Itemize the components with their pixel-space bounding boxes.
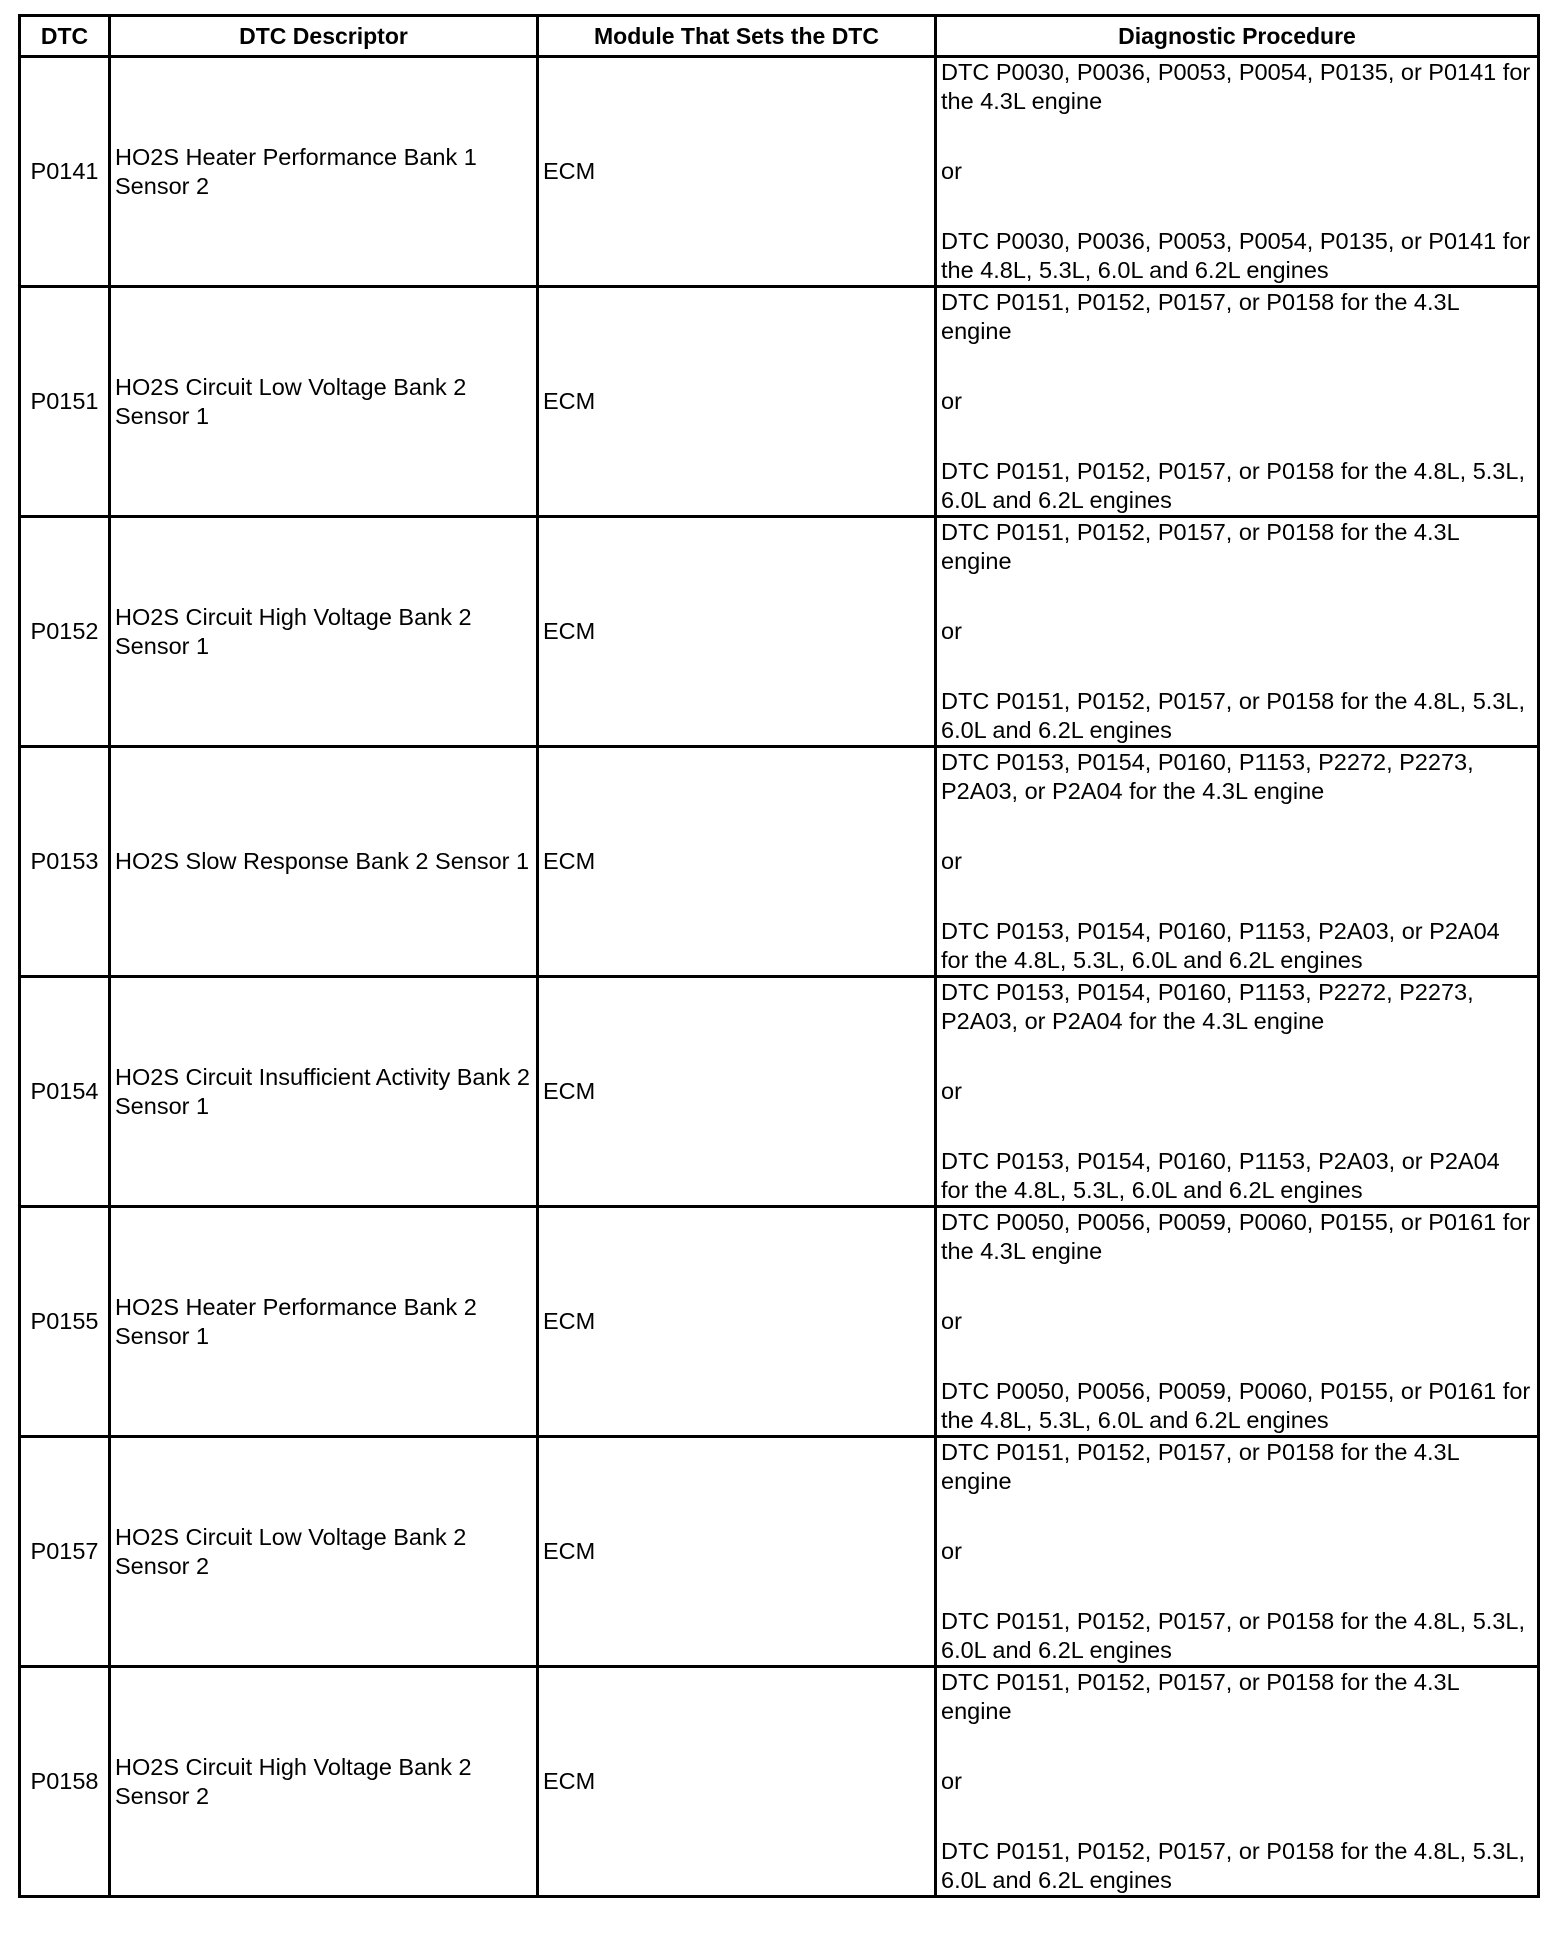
procedure-link-4-3l[interactable]: DTC P0151, P0152, P0157, or P0158 for the 4.3L engine — [941, 289, 1459, 344]
diagnostic-procedure — [936, 1667, 1539, 1897]
header-module: Module That Sets the DTC — [538, 16, 936, 57]
diagnostic-procedure — [936, 747, 1539, 977]
procedure-link-4-3l[interactable]: DTC P0153, P0154, P0160, P1153, P2272, P2273, P2A03, or P2A04 for the 4.3L engine — [941, 979, 1474, 1034]
header-row — [20, 16, 1539, 57]
procedure-or: or — [941, 1768, 962, 1794]
procedure-or: or — [941, 388, 962, 414]
procedure-link-4-3l[interactable]: DTC P0151, P0152, P0157, or P0158 for the 4.3L engine — [941, 1439, 1459, 1494]
procedure-link-v8[interactable]: DTC P0153, P0154, P0160, P1153, P2A03, or P2A04 for the 4.8L, 5.3L, 6.0L and 6.2L engines — [941, 1148, 1500, 1203]
diagnostic-procedure — [936, 977, 1539, 1207]
procedure-link-4-3l[interactable]: DTC P0153, P0154, P0160, P1153, P2272, P2273, P2A03, or P2A04 for the 4.3L engine — [941, 749, 1474, 804]
dtc-code: P0155 — [20, 1207, 110, 1437]
procedure-link-v8[interactable]: DTC P0151, P0152, P0157, or P0158 for the 4.8L, 5.3L, 6.0L and 6.2L engines — [941, 1608, 1525, 1663]
dtc-descriptor: HO2S Circuit High Voltage Bank 2 Sensor 2 — [110, 1667, 538, 1897]
module-name: ECM — [538, 517, 936, 747]
dtc-descriptor: HO2S Heater Performance Bank 2 Sensor 1 — [110, 1207, 538, 1437]
table-row — [20, 517, 1539, 747]
dtc-descriptor: HO2S Slow Response Bank 2 Sensor 1 — [110, 747, 538, 977]
diagnostic-procedure — [936, 1207, 1539, 1437]
procedure-link-v8[interactable]: DTC P0151, P0152, P0157, or P0158 for the 4.8L, 5.3L, 6.0L and 6.2L engines — [941, 688, 1525, 743]
diagnostic-procedure — [936, 287, 1539, 517]
table-row — [20, 977, 1539, 1207]
procedure-or: or — [941, 1078, 962, 1104]
dtc-code: P0151 — [20, 287, 110, 517]
procedure-or: or — [941, 848, 962, 874]
dtc-descriptor: HO2S Circuit Low Voltage Bank 2 Sensor 2 — [110, 1437, 538, 1667]
procedure-link-v8[interactable]: DTC P0153, P0154, P0160, P1153, P2A03, or P2A04 for the 4.8L, 5.3L, 6.0L and 6.2L engines — [941, 918, 1500, 973]
dtc-code: P0141 — [20, 57, 110, 287]
dtc-code: P0157 — [20, 1437, 110, 1667]
table-row — [20, 287, 1539, 517]
procedure-link-v8[interactable]: DTC P0050, P0056, P0059, P0060, P0155, or P0161 for the 4.8L, 5.3L, 6.0L and 6.2L engines — [941, 1378, 1531, 1433]
procedure-or: or — [941, 1538, 962, 1564]
procedure-link-v8[interactable]: DTC P0151, P0152, P0157, or P0158 for the 4.8L, 5.3L, 6.0L and 6.2L engines — [941, 1838, 1525, 1893]
procedure-or: or — [941, 158, 962, 184]
table-row — [20, 1207, 1539, 1437]
procedure-or: or — [941, 618, 962, 644]
table-row — [20, 747, 1539, 977]
module-name: ECM — [538, 1207, 936, 1437]
dtc-descriptor: HO2S Circuit Low Voltage Bank 2 Sensor 1 — [110, 287, 538, 517]
diagnostic-procedure — [936, 57, 1539, 287]
table-row — [20, 1437, 1539, 1667]
module-name: ECM — [538, 977, 936, 1207]
procedure-link-v8[interactable]: DTC P0030, P0036, P0053, P0054, P0135, or P0141 for the 4.8L, 5.3L, 6.0L and 6.2L engines — [941, 228, 1531, 283]
module-name: ECM — [538, 57, 936, 287]
diagnostic-procedure — [936, 1437, 1539, 1667]
procedure-link-v8[interactable]: DTC P0151, P0152, P0157, or P0158 for the 4.8L, 5.3L, 6.0L and 6.2L engines — [941, 458, 1525, 513]
dtc-table — [18, 14, 1540, 1898]
procedure-link-4-3l[interactable]: DTC P0050, P0056, P0059, P0060, P0155, or P0161 for the 4.3L engine — [941, 1209, 1531, 1264]
header-descriptor: DTC Descriptor — [110, 16, 538, 57]
header-procedure: Diagnostic Procedure — [936, 16, 1539, 57]
table-row — [20, 1667, 1539, 1897]
procedure-link-4-3l[interactable]: DTC P0030, P0036, P0053, P0054, P0135, or P0141 for the 4.3L engine — [941, 59, 1531, 114]
dtc-descriptor: HO2S Heater Performance Bank 1 Sensor 2 — [110, 57, 538, 287]
diagnostic-procedure — [936, 517, 1539, 747]
table-row — [20, 57, 1539, 287]
dtc-descriptor: HO2S Circuit Insufficient Activity Bank 2 Sensor 1 — [110, 977, 538, 1207]
header-dtc: DTC — [20, 16, 110, 57]
module-name: ECM — [538, 1667, 936, 1897]
procedure-link-4-3l[interactable]: DTC P0151, P0152, P0157, or P0158 for the 4.3L engine — [941, 519, 1459, 574]
module-name: ECM — [538, 287, 936, 517]
dtc-code: P0154 — [20, 977, 110, 1207]
dtc-code: P0152 — [20, 517, 110, 747]
module-name: ECM — [538, 747, 936, 977]
dtc-code: P0158 — [20, 1667, 110, 1897]
dtc-code: P0153 — [20, 747, 110, 977]
procedure-or: or — [941, 1308, 962, 1334]
procedure-link-4-3l[interactable]: DTC P0151, P0152, P0157, or P0158 for the 4.3L engine — [941, 1669, 1459, 1724]
dtc-descriptor: HO2S Circuit High Voltage Bank 2 Sensor 1 — [110, 517, 538, 747]
module-name: ECM — [538, 1437, 936, 1667]
